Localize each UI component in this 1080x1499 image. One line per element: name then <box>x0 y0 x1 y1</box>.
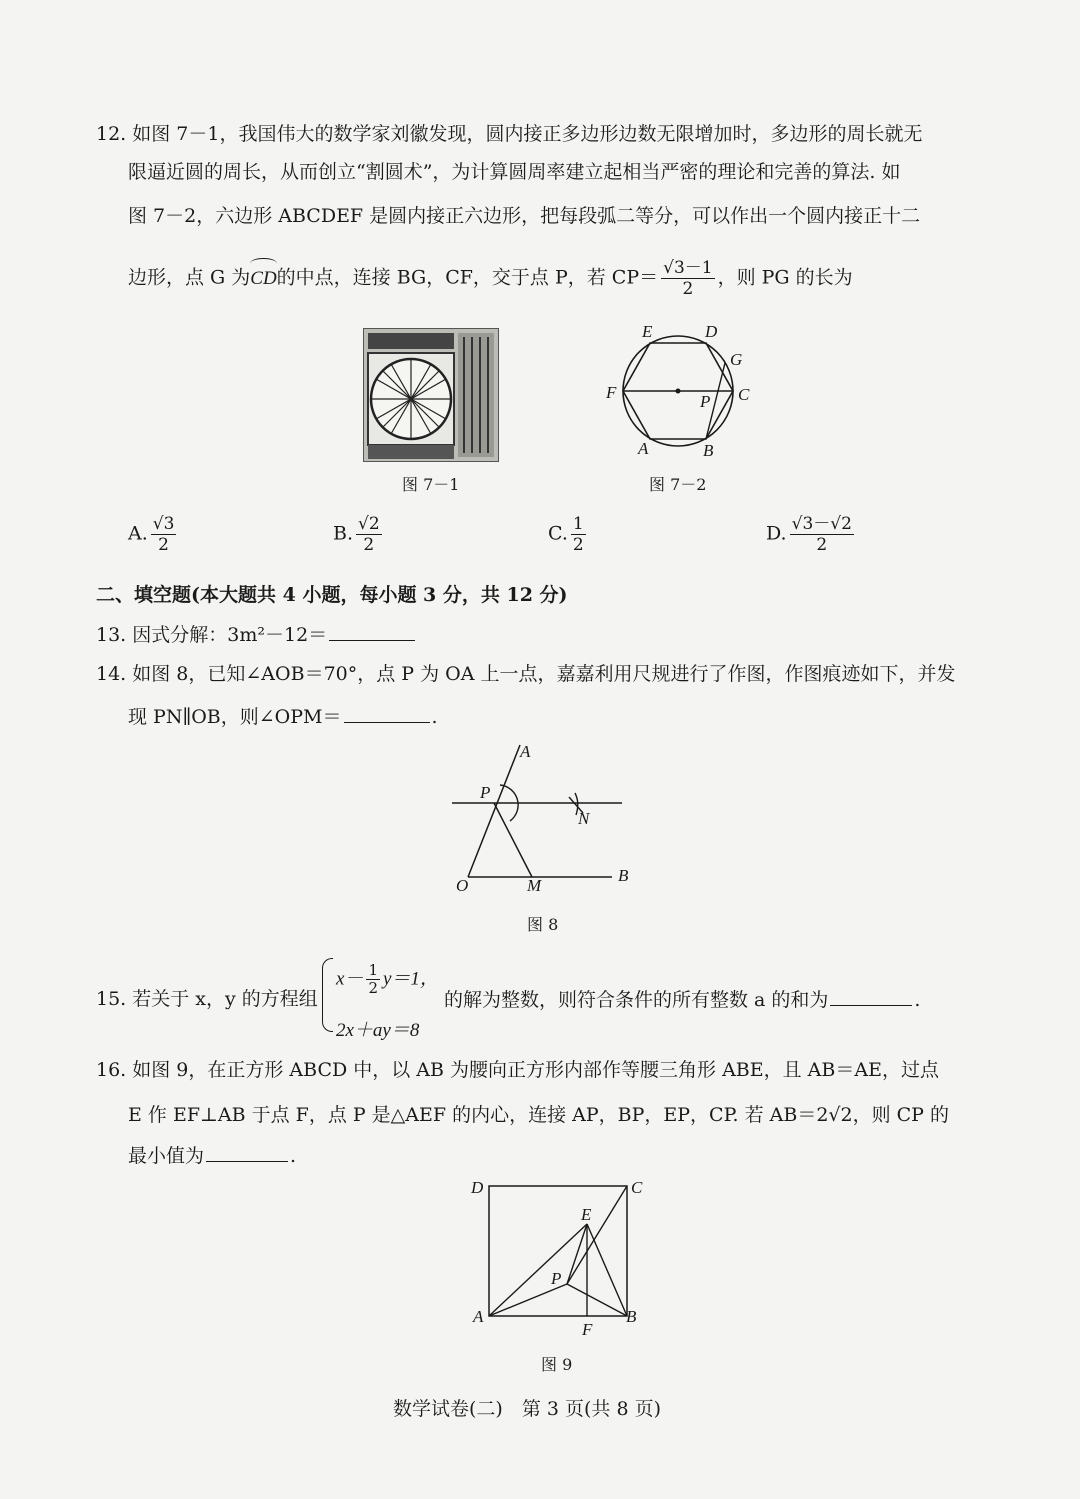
figure-9-caption: 图 9 <box>541 1355 573 1374</box>
figure-7-1-image <box>363 328 499 462</box>
q14-line2 <box>128 704 438 729</box>
option-a-label: A. <box>128 522 148 545</box>
label-b: B <box>703 441 714 460</box>
label-d: D <box>471 1178 484 1197</box>
option-a-den: 2 <box>158 535 169 555</box>
cp-frac-num: √3－1 <box>663 258 713 278</box>
label-n: N <box>578 809 590 828</box>
segment-be <box>587 1224 627 1316</box>
q12-line4-a: 边形，点 G 为 <box>128 266 251 289</box>
option-c-den: 2 <box>572 535 584 555</box>
q13-text: 13. 因式分解：3m²－12＝ <box>96 624 328 646</box>
label-b: B <box>626 1307 637 1326</box>
center-point <box>676 389 681 394</box>
option-b-fraction <box>356 514 382 555</box>
label-m: M <box>527 876 542 895</box>
label-o: O <box>456 876 469 895</box>
arc-mark <box>250 258 276 269</box>
q15-answer-blank[interactable] <box>830 987 912 1006</box>
label-p: P <box>551 1269 562 1288</box>
option-a <box>128 514 179 555</box>
q16-line3 <box>128 1143 296 1168</box>
q15-prefix: 15. 若关于 x，y 的方程组 <box>96 988 318 1010</box>
label-f: F <box>606 383 617 402</box>
option-d-label: D. <box>766 522 787 545</box>
q16-line1: 16. 如图 9，在正方形 ABCD 中，以 AB 为腰向正方形内部作等腰三角形 ABE，且 AB＝AE，过点 <box>96 1059 939 1081</box>
option-d <box>766 514 857 555</box>
option-d-fraction <box>790 514 854 555</box>
label-g: G <box>730 350 743 369</box>
option-d-den: 2 <box>816 535 828 555</box>
q15-eq2-text: 2x＋ay＝8 <box>336 1020 420 1041</box>
q16-line3-text: 最小值为 <box>128 1145 205 1167</box>
arc-cd <box>250 266 276 291</box>
q14-line2-text: 现 PN∥OB，则∠OPM＝ <box>128 706 342 728</box>
q16-line2: E 作 EF⊥AB 于点 F，点 P 是△AEF 的内心，连接 AP，BP，EP，CP. 若 AB＝2√2，则 CP 的 <box>128 1104 950 1126</box>
q14-answer-blank[interactable] <box>344 704 430 723</box>
figure-7-1-caption: 图 7－1 <box>402 475 460 494</box>
label-c: C <box>631 1178 643 1197</box>
cp-frac-den: 2 <box>682 279 694 299</box>
figure-7-2 <box>600 318 760 460</box>
section-title: 二、填空题(本大题共 4 小题，每小题 3 分，共 12 分) <box>96 584 568 606</box>
q12-line4-b: 的中点，连接 BG，CF，交于点 P，若 CP＝ <box>276 266 659 289</box>
label-c: C <box>738 385 750 404</box>
label-p: P <box>480 783 491 802</box>
option-a-fraction <box>151 514 177 555</box>
label-e: E <box>642 322 653 341</box>
q16-line3-end: . <box>290 1145 297 1167</box>
q12-line2: 限逼近圆的周长，从而创立“割圆术”，为计算圆周率建立起相当严密的理论和完善的算法. 如 <box>128 161 901 183</box>
figure-8 <box>440 735 640 900</box>
label-a: A <box>520 742 531 761</box>
q15-eq1-den: 2 <box>368 979 378 997</box>
q15-eq1-b: y＝1， <box>382 968 439 990</box>
option-c-label: C. <box>548 522 568 545</box>
q16-answer-blank[interactable] <box>206 1143 288 1162</box>
segment-bp <box>567 1284 627 1316</box>
q15-eq1 <box>336 962 439 997</box>
ray-oa <box>468 745 520 877</box>
q14-line1: 14. 如图 8，已知∠AOB＝70°，点 P 为 OA 上一点，嘉嘉利用尺规进行了作图，作图痕迹如下，并发 <box>96 663 956 685</box>
label-f: F <box>582 1320 593 1339</box>
figure-7-1-drawing <box>364 329 498 461</box>
option-b-den: 2 <box>363 535 375 555</box>
q14-line2-end: . <box>431 706 438 728</box>
q15-eq1-fraction <box>366 962 380 997</box>
q12-line3: 图 7－2，六边形 ABCDEF 是圆内接正六边形，把每段弧二等分，可以作出一个圆内接正十二 <box>128 205 921 227</box>
option-c-fraction <box>571 514 586 555</box>
label-e: E <box>581 1205 592 1224</box>
q12-line1: 12. 如图 7－1，我国伟大的数学家刘徽发现，圆内接正多边形边数无限增加时，多边形的周长就无 <box>96 123 923 145</box>
q15-eq1-a: x－ <box>336 968 364 990</box>
q13-answer-blank[interactable] <box>329 622 415 641</box>
arc-cd-label: CD <box>250 267 277 289</box>
q15-eq1-num: 1 <box>368 961 378 979</box>
option-c <box>548 514 589 555</box>
segment-ap <box>489 1284 567 1316</box>
option-d-num: √3－√2 <box>791 514 852 534</box>
q12-line4-c: ，则 PG 的长为 <box>717 266 853 289</box>
q15-suffix-text: 的解为整数，则符合条件的所有整数 a 的和为 <box>444 989 829 1011</box>
segment-pm <box>494 803 532 877</box>
figure-9 <box>465 1172 655 1342</box>
label-a: A <box>473 1307 484 1326</box>
option-c-num: 1 <box>572 514 584 534</box>
cp-fraction <box>661 258 714 299</box>
label-d: D <box>705 322 718 341</box>
option-b-label: B. <box>333 522 354 545</box>
q12-line4 <box>128 258 853 299</box>
option-b <box>333 514 385 555</box>
q13 <box>96 622 417 647</box>
label-p: P <box>700 392 711 411</box>
label-a: A <box>638 439 649 458</box>
figure-8-caption: 图 8 <box>527 915 559 934</box>
option-a-num: √3 <box>152 514 175 534</box>
equation-brace <box>322 958 333 1032</box>
q15-suffix <box>444 987 920 1012</box>
q15-eq2 <box>336 1018 419 1043</box>
q15-end: . <box>914 989 921 1011</box>
label-b: B <box>618 866 629 885</box>
page-footer: 数学试卷(二) 第 3 页(共 8 页) <box>393 1398 661 1420</box>
figure-7-2-caption: 图 7－2 <box>649 475 707 494</box>
option-b-num: √2 <box>358 514 380 534</box>
